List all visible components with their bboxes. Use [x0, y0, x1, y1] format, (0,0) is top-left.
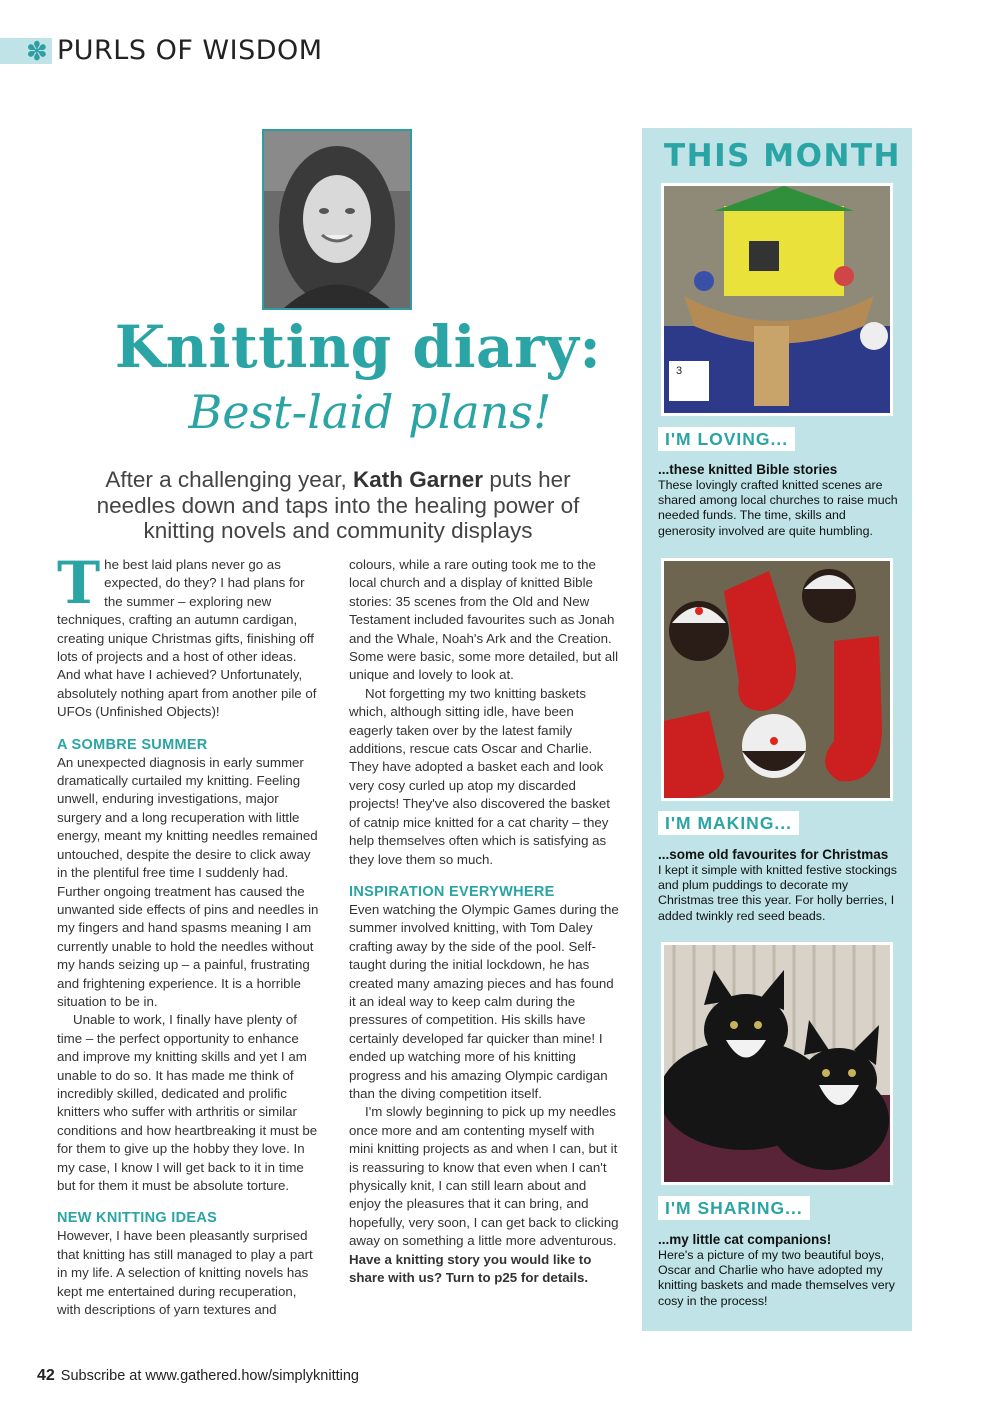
article-column-2: [349, 556, 621, 1287]
card-number: 3: [676, 365, 683, 377]
making-caption: ...some old favourites for Christmas I kept it simple with knitted festive stockings and plum puddings to decorate my Christmas tree this year. For holly berries, I added twinkly red seed beads.: [658, 847, 897, 923]
author-photo: [262, 129, 412, 310]
paragraph: An unexpected diagnosis in early summer dramatically curtailed my knitting. Feeling unwell, enduring investigations, major surgery and a long recuperation with little energy, meant my knitting needles remained untouched, despite the desire to click away in the plentiful free time I suddenly had. Further ongoing treatment has caused the unwanted side effects of pins and needles in my fingers and hand spasms meaning I am currently unable to hold the needles without my hands seizing up – a painful, frustrating and frightening experience. It is a horrible situation to be in.: [57, 754, 319, 1009]
subheading: A SOMBRE SUMMER: [57, 736, 208, 753]
flower-icon: ✽: [26, 36, 48, 66]
article-column-1: [57, 549, 323, 1319]
paragraph: Not forgetting my two knitting baskets which, although sitting idle, have been eagerly taken over by the latest family additions, rescue cats Oscar and Charlie. They have adopted a basket each and look very cosy curled up atop my discarded projects! They've also discovered the basket of catnip mice knitted for a cat charity – they help themselves often which is satisfying as they love them so much.: [349, 685, 610, 867]
author-name: Kath Garner: [353, 467, 484, 492]
sidebar-title: THIS MONTH: [664, 138, 901, 174]
call-to-action: Have a knitting story you would like to share with us? Turn to p25 for details.: [349, 1251, 592, 1286]
sharing-caption: ...my little cat companions! Here's a picture of my two beautiful boys, Oscar and Charlie who have adopted my knitting baskets and made themselves very cosy in the process!: [658, 1232, 895, 1308]
section-title: PURLS OF WISDOM: [57, 35, 323, 66]
cats-photo: [661, 942, 893, 1185]
this-month-sidebar: [642, 128, 912, 1331]
article-subtitle: Best-laid plans!: [188, 385, 552, 439]
subscribe-link[interactable]: Subscribe at www.gathered.how/simplyknitting: [60, 1368, 359, 1384]
making-label: I'M MAKING...: [658, 811, 799, 835]
subheading: INSPIRATION EVERYWHERE: [349, 883, 555, 900]
paragraph: I'm slowly beginning to pick up my needles once more and am contenting myself with mini knitting projects as and when I can, but it is reassuring to know that even when I can't physically knit, I can still learn about and enjoy the pleasures that it can bring, and hopefully, very soon, I can get back to clicking away on something a little more adventurous.: [349, 1104, 619, 1249]
christmas-stockings-photo: [661, 558, 893, 801]
article-title: Knitting diary:: [114, 313, 602, 381]
paragraph: Unable to work, I finally have plenty of time – the perfect opportunity to enhance and improve my knitting skills and yet I am unable to do so. It has made me think of incredibly skilled, dedicated and prolific knitters who suffer with arthritis or similar conditions and how heartbreaking it must be for them to give up the hobby they love. In my case, I know I will get back to it in time but for them it must be absolute torture.: [57, 1012, 318, 1193]
loving-caption: ...these knitted Bible stories These lovingly crafted knitted scenes are shared among local churches to raise much needed funds. The time, skills and generosity involved are quite humbling.: [658, 462, 898, 538]
paragraph: Even watching the Olympic Games during the summer involved knitting, with Tom Daley crafting away by the side of the pool. Self-taught during the initial lockdown, he has created many amazing pieces and has found it an ideal way to keep calm during the pressures of competition. His skills have certainly developed far quicker than mine! I ended up watching more of his knitting progress and his amazing Olympic cardigan than the diving competition itself.: [349, 901, 619, 1101]
paragraph: colours, while a rare outing took me to the local church and a display of knitted Bible stories: 35 scenes from the Old and New Testament included favourites such as Jonah and the Whale, Noah's Ark and the Creation. Some were basic, some more detailed, but all unique and lovely to look at.: [349, 557, 619, 683]
page-number: 42: [37, 1367, 55, 1384]
page-footer: [37, 1366, 359, 1386]
subheading: NEW KNITTING IDEAS: [57, 1210, 218, 1227]
loving-label: I'M LOVING...: [658, 427, 795, 451]
paragraph: However, I have been pleasantly surprised that knitting has still managed to play a part in my life. A selection of knitting novels has kept me entertained during recuperation, with descriptions of yarn textures and: [57, 1228, 313, 1318]
dropcap: T: [57, 549, 101, 617]
sharing-label: I'M SHARING...: [658, 1196, 810, 1220]
standfirst: After a challenging year, Kath Garner puts her needles down and taps into the healing power of knitting novels and community displays: [96, 467, 580, 543]
paragraph: The best laid plans never go as expected, do they? I had plans for the summer – exploring new techniques, crafting an autumn cardigan, creating unique Christmas gifts, finishing off lots of projects and a host of other ideas. And what have I achieved? Unfortunately, absolutely nothing apart from another pile of UFOs (Unfinished Objects)!: [57, 549, 317, 720]
noahs-ark-photo: [661, 183, 893, 416]
